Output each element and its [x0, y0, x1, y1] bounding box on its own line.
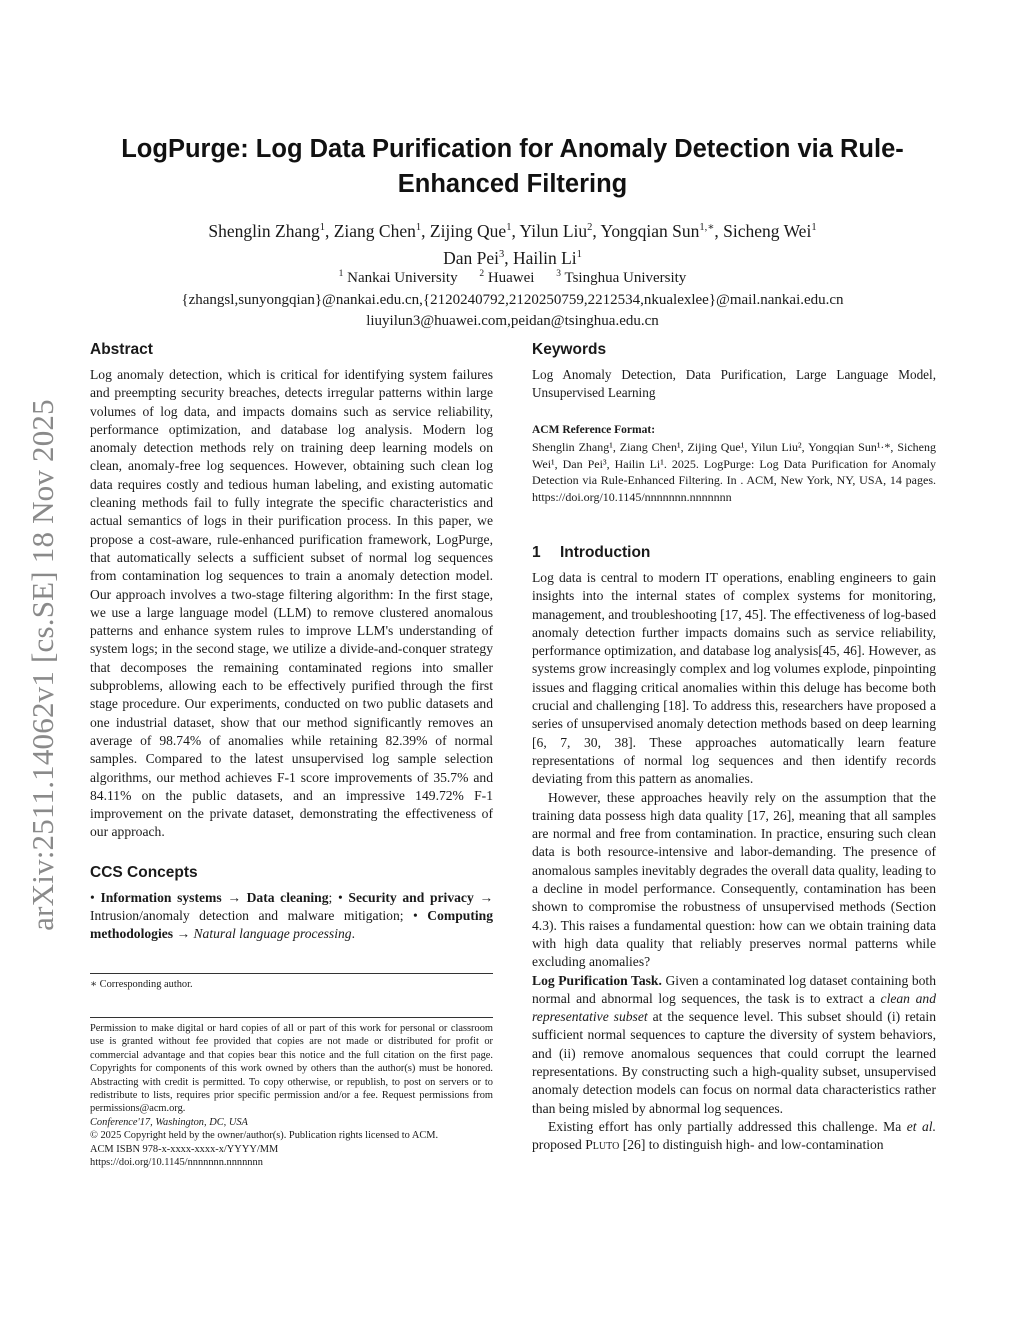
author-sup: 1,∗	[699, 222, 715, 233]
author-name: Shenglin Zhang	[208, 220, 320, 241]
keywords-text: Log Anomaly Detection, Data Purification, Large Language Model, Unsupervised Learning	[532, 367, 936, 400]
author-name: Yilun Liu	[519, 220, 588, 241]
ccs-bullet: •	[90, 889, 95, 905]
ccs-term: Computing methodologies	[90, 908, 494, 942]
affiliation-name: Huawei	[487, 270, 535, 286]
section-number: 1	[532, 544, 541, 561]
isbn-line: ACM ISBN 978-x-xxxx-xxxx-x/YYYY/MM	[90, 1143, 279, 1155]
author-sup: 1	[576, 248, 582, 260]
author-sup: 1	[811, 222, 817, 233]
author-name: Dan Pei	[443, 247, 499, 268]
conference-line: Conference'17, Washington, DC, USA	[90, 1116, 248, 1128]
acm-reference-text: Shenglin Zhang¹, Ziang Chen¹, Zijing Que¹, Yilun Liu², Yongqian Sun¹·*, Sicheng Wei¹, Dan Pei³, Hailin Li¹. 2025. LogPurge: Log Data Purification for Anomaly Detection via Rule-Enhanced Filtering. In . ACM, New York, NY, USA, 14 pages. https://doi.org/10.1145/nnnnnnn.nnnnnnn	[532, 440, 936, 504]
ccs-concepts	[90, 889, 493, 944]
ccs-heading: CCS Concepts	[90, 863, 198, 881]
author-name: Ziang Chen	[333, 220, 416, 241]
ccs-arrow: →	[227, 889, 241, 905]
paper-title: LogPurge: Log Data Purification for Anomaly Detection via Rule-Enhanced Filtering	[121, 135, 904, 198]
permission-rule	[90, 1017, 493, 1018]
author-name: Sicheng Wei	[723, 220, 812, 241]
author-name: Hailin Li	[512, 247, 577, 268]
introduction-heading	[532, 543, 936, 563]
copyright-line: © 2025 Copyright held by the owner/author(s). Publication rights licensed to ACM.	[90, 1130, 439, 1142]
abstract-text: Log anomaly detection, which is critical for identifying system failures and preempting security breaches, detects irregular patterns within large volumes of log data, and impacts domains such as service reliability, performance optimization, and database log analysis. Modern log anomaly detection methods rely on training deep learning models on clean, anomaly-free log sequences. However, obtaining such clean log data requires costly and tedious human labeling, and existing automatic cleaning methods fail to fully integrate the specific characteristics and actual semantics of logs in their purification process. In this paper, we propose a cost-aware, rule-enhanced purification framework, LogPurge, that automatically selects a sufficient subset of normal log sequences from contamination log sequences to train a anomaly detection model. Our approach involves a two-stage filtering algorithm: In the first stage, we use a large language model (LLM) to remove clustered anomalous patterns and enhance system rules to improve LLM's understanding of system logs; in the second stage, we utilize a divide-and-conquer strategy that decomposes the remaining contaminated regions into smaller subproblems, allowing each to be effectively purified through the first stage procedure. Our experiments, conducted on two public datasets and one industrial dataset, show that our method significantly removes an average of 98.74% of anomalies while retaining 82.39% of normal samples. Compared to the latest unsupervised log sample selection algorithms, our method achieves F-1 score improvements of 35.7% and 84.11% on the public datasets, and an impressive 149.72% F-1 improvement on the private dataset, demonstrating the effectiveness of our approach.	[90, 367, 493, 840]
ccs-term: Security and privacy	[348, 889, 474, 905]
intro-paragraph-1: Log data is central to modern IT operations, enabling engineers to gain insights into the internal states of complex systems for monitoring, management, and troubleshooting [17, 45]. The effectiveness of log-based anomaly detection further impacts domains such as service reliability, performance optimization, and database log analysis[45, 46]. However, as systems grow increasingly complex and log volumes explode, pinpointing issues and flagging critical anomalies within this deluge has become both crucial and challenging [18]. To address this, researchers have proposed a series of unsupervised anomaly detection methods based on deep learning [6, 7, 30, 38]. These approaches automatically learn feature representations of normal log sequences and then identify records deviating from this pattern as anomalies.	[532, 570, 936, 787]
paragraph-text: [26] to distinguish high- and low-contamination	[622, 1137, 884, 1153]
ccs-term: Information systems	[100, 889, 222, 905]
author-sup: 2	[587, 222, 593, 233]
author-sup: 1	[415, 222, 422, 233]
paragraph-text: proposed	[532, 1137, 582, 1153]
section-title: Introduction	[560, 544, 651, 561]
author-sup: 1	[506, 222, 512, 233]
author-list: Shenglin Zhang$^1$, Ziang Chen$^1$, Zijing Que$^1$, Yilun Liu$^2$, Yongqian Sun$^{1,∗}$, Sicheng Wei$^1$ Dan Pei$^3$, Hailin Li$^1$	[208, 220, 817, 268]
paragraph-text: at the sequence level. This subset should (i) retain sufficient normal sequences to capture the diversity of system behaviors, and (ii) remove anomalous sequences that could corrupt the learned representations. By constructing such a high-quality subset, unsupervised anomaly detection models can focus on normal data characteristics rather than being misled by abnormal log sequences.	[532, 1009, 937, 1116]
email-line: liuyilun3@huawei.com,peidan@tsinghua.edu.cn	[366, 313, 659, 329]
ccs-arrow: →	[176, 926, 191, 942]
affiliations	[90, 264, 935, 333]
paragraph-text: Existing effort has only partially addressed this challenge. Ma	[548, 1118, 902, 1134]
doi-link[interactable]: https://doi.org/10.1145/nnnnnnn.nnnnnnn	[90, 1157, 263, 1169]
affiliation-name: Nankai University	[347, 270, 458, 286]
permission-text: Permission to make digital or hard copies of all or part of this work for personal or classroom use is granted without fee provided that copies are not made or distributed for profit or commercial advantage and that copies bear this notice and the full citation on the first page. Copyrights for components of this work owned by others than the author(s) must be honored. Abstracting with credit is permitted. To copy otherwise, or republish, to post on servers or to redistribute to lists, requires prior specific permission and/or a fee. Request permissions from permissions@acm.org.	[90, 1023, 493, 1115]
author-name: Yongqian Sun	[600, 220, 700, 241]
corresponding-author-note: ∗ Corresponding author.	[90, 978, 193, 990]
ccs-term: Intrusion/anomaly detection and malware mitigation	[90, 908, 400, 924]
paragraph-run-in-heading: Log Purification Task.	[532, 972, 662, 988]
author-sup: 1	[319, 222, 325, 233]
ccs-separator: ;	[328, 889, 333, 905]
ccs-separator: ;	[399, 908, 404, 924]
author-name: Zijing Que	[429, 220, 507, 241]
affiliation-sup: 2	[479, 269, 485, 279]
ccs-bullet: •	[337, 889, 343, 905]
ccs-arrow: →	[479, 889, 494, 905]
arxiv-identifier: arXiv:2511.14062v1 [cs.SE] 18 Nov 2025	[25, 399, 60, 931]
affiliation-sup: 1	[338, 269, 344, 279]
ccs-bullet: •	[413, 908, 418, 924]
affiliation-sup: 3	[556, 269, 561, 279]
emphasized-text: clean and representative subset	[532, 990, 936, 1025]
affiliation-name: Tsinghua University	[564, 270, 687, 286]
emphasized-text: et al.	[906, 1118, 936, 1134]
method-name: Pluto	[585, 1137, 620, 1153]
arxiv-sidebar	[18, 370, 68, 960]
abstract-heading: Abstract	[90, 341, 153, 358]
keywords-heading: Keywords	[532, 341, 607, 358]
acm-reference-heading: ACM Reference Format:	[532, 424, 656, 436]
ccs-term: Data cleaning	[246, 889, 329, 905]
paragraph-text: Given a contaminated log dataset containing both normal and abnormal log sequences, the task is to extract a	[532, 972, 937, 1006]
left-column	[90, 340, 493, 1169]
intro-paragraph-2: However, these approaches heavily rely on the assumption that the training data possess high data quality [17, 26], meaning that all samples are normal and free from contamination. In practice, ensuring such clean data is both resource-intensive and labor-demanding. The presence of anomalous samples inevitably degrades the overall data quality, leading to a decline in model performance. Consequently, contamination has been shown to compromise the robustness of unsupervised methods (Section 4.3). This raises a fundamental question: how can we obtain training data with high data quality that reliably preserves normal patterns while excluding anomalies?	[532, 789, 936, 970]
email-line: {zhangsl,sunyongqian}@nankai.edu.cn,{2120240792,2120250759,2212534,nkualexlee}@mail.nankai.edu.cn	[181, 291, 844, 308]
author-sup: 3	[498, 248, 505, 260]
right-column	[532, 340, 936, 1155]
footnote-rule	[90, 973, 493, 974]
intro-paragraph-4	[532, 1118, 936, 1155]
ccs-end: .	[351, 926, 355, 942]
ccs-term: Natural language processing	[193, 926, 352, 942]
intro-paragraph-3	[532, 972, 936, 1118]
